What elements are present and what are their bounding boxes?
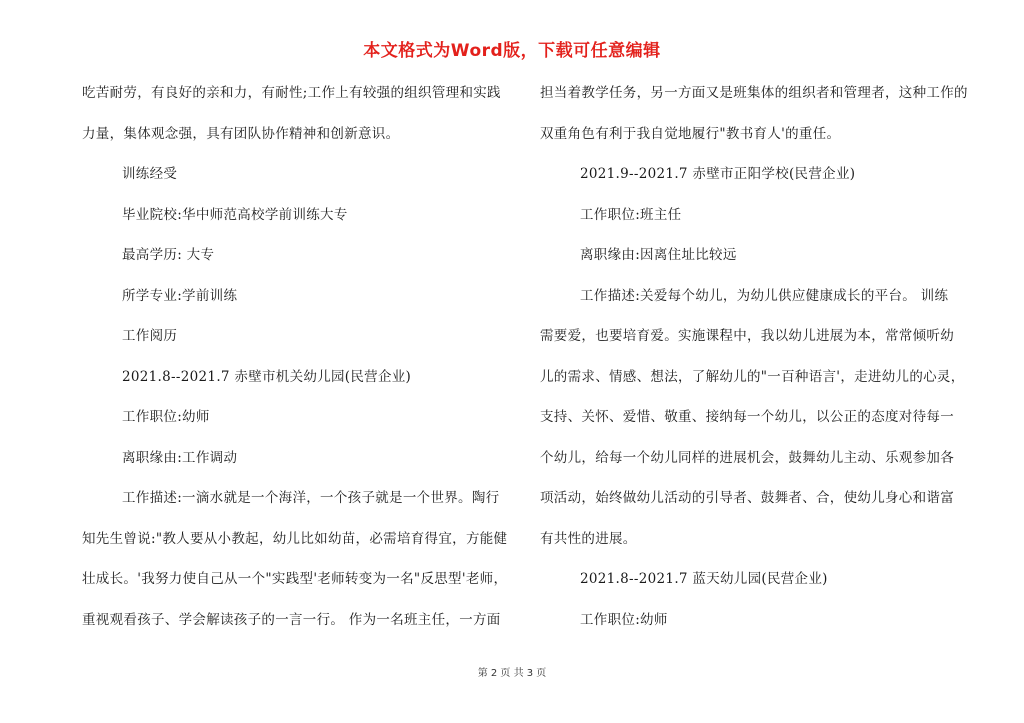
text-line: 工作描述:关爱每个幼儿，为幼儿供应健康成长的平台。 训练 <box>580 287 949 304</box>
text-line: 双重角色有利于我自觉地履行"教书育人'的重任。 <box>540 125 841 142</box>
text-line: 所学专业:学前训练 <box>122 287 238 304</box>
text-line: 离职缘由:因离住址比较远 <box>580 247 737 263</box>
text-line: 2021.9--2021.7 赤壁市正阳学校(民营企业) <box>580 166 856 182</box>
left-text-column <box>82 78 512 645</box>
text-line: 力量，集体观念强，具有团队协作精神和创新意识。 <box>82 125 400 142</box>
text-line: 个幼儿，给每一个幼儿同样的进展机会，鼓舞幼儿主动、乐观参加各 <box>540 449 954 466</box>
text-line: 需要爱，也要培育爱。实施课程中，我以幼儿进展为本，常常倾听幼 <box>540 328 954 344</box>
document-banner: 本文格式为Word版，下载可任意编辑 <box>363 41 661 61</box>
text-line: 工作职位:班主任 <box>580 206 682 223</box>
text-line: 支持、关怀、爱惜、敬重、接纳每一个幼儿，以公正的态度对待每一 <box>540 409 954 425</box>
text-line: 儿的需求、情感、想法，了解幼儿的"一百种语言'，走进幼儿的心灵， <box>540 368 965 385</box>
text-line: 担当着教学任务，另一方面又是班集体的组织者和管理者，这种工作的 <box>540 85 968 101</box>
text-line: 有共性的进展。 <box>540 530 637 547</box>
text-line: 最高学历: 大专 <box>122 247 215 263</box>
text-line: 项活动，始终做幼儿活动的引导者、鼓舞者、合，使幼儿身心和谐富 <box>540 490 954 506</box>
text-line: 离职缘由:工作调动 <box>122 449 238 466</box>
text-line: 毕业院校:华中师范高校学前训练大专 <box>122 206 348 223</box>
text-line: 壮成长。'我努力使自己从一个"实践型'老师转变为一名"反思型'老师， <box>82 571 508 587</box>
text-line: 2021.8--2021.7 蓝天幼儿园(民营企业) <box>580 571 828 587</box>
section-heading-experience: 工作阅历 <box>122 328 178 344</box>
text-line: 重视观看孩子、学会解读孩子的一言一行。 作为一名班主任，一方面 <box>82 611 501 628</box>
section-heading-education: 训练经受 <box>122 166 178 182</box>
text-line: 2021.8--2021.7 赤壁市机关幼儿园(民营企业) <box>122 368 412 385</box>
text-line: 吃苦耐劳，有良好的亲和力，有耐性;工作上有较强的组织管理和实践 <box>82 85 501 101</box>
text-line: 知先生曾说:"教人要从小教起，幼儿比如幼苗，必需培育得宜，方能健 <box>82 530 508 547</box>
page-number: 第 2 页 共 3 页 <box>477 668 547 679</box>
text-line: 工作职位:幼师 <box>122 409 210 425</box>
text-line: 工作描述:一滴水就是一个海洋，一个孩子就是一个世界。陶行 <box>122 490 500 506</box>
text-line: 工作职位:幼师 <box>580 611 668 628</box>
right-text-column <box>540 78 968 645</box>
